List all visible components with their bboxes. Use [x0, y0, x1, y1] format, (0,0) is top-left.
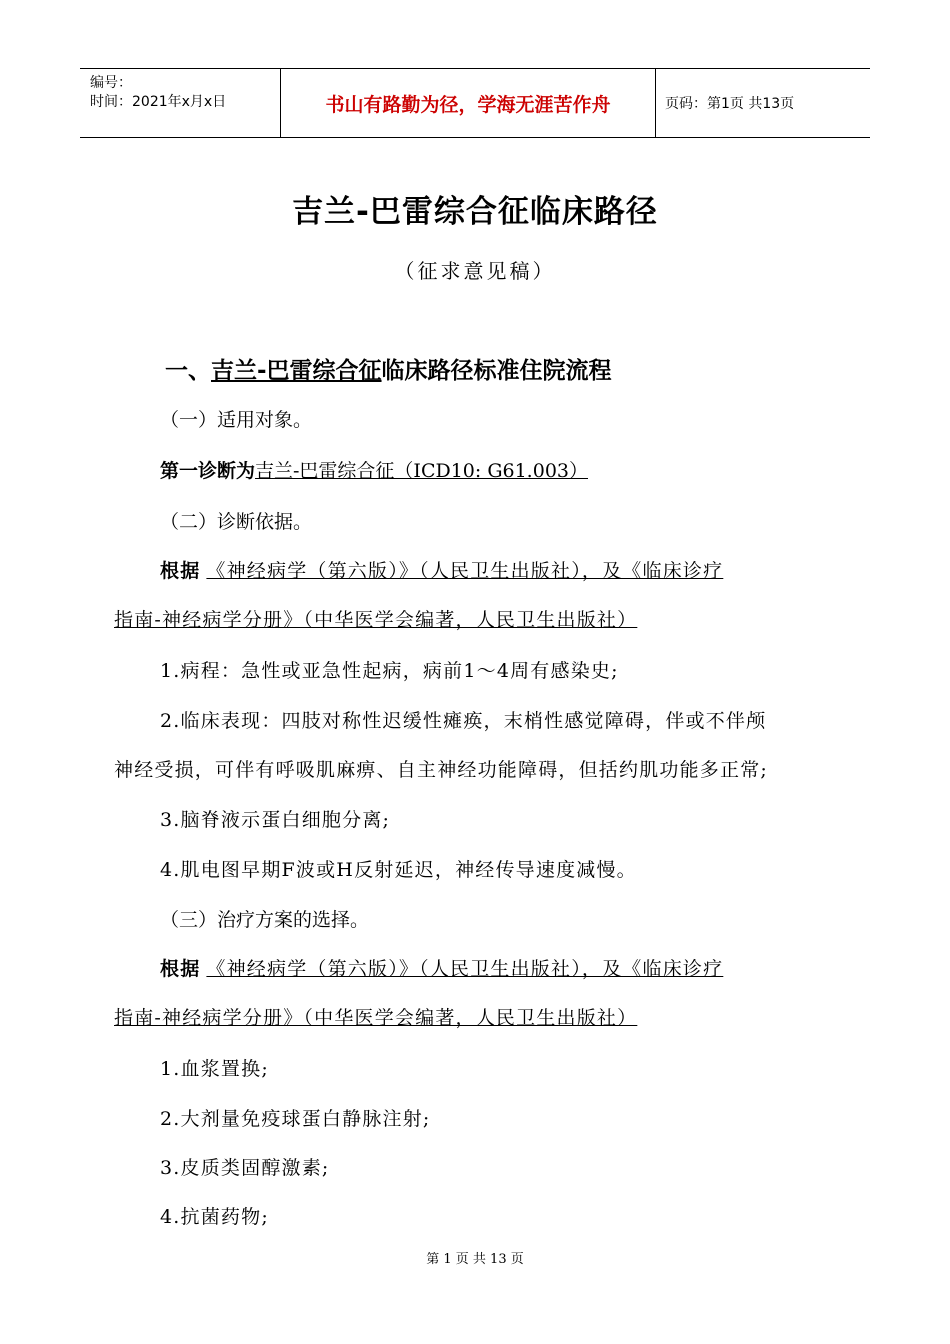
criteria-item-3: 3.脑脊液示蛋白细胞分离; — [160, 809, 391, 831]
basis-line-1 — [160, 556, 723, 583]
subsection-treatment: （三）治疗方案的选择。 — [160, 909, 370, 931]
treatment-basis-line-1 — [160, 954, 723, 981]
basis-text-1: 《神经病学（第六版）》（人民卫生出版社），及《临床诊疗 — [206, 560, 724, 582]
diagnosis-value: 吉兰-巴雷综合征（ICD10: G61.003） — [255, 460, 588, 482]
section-heading — [165, 352, 612, 385]
basis-label: 根据 — [160, 560, 201, 582]
basis-line-2 — [114, 605, 637, 632]
treatment-item-3: 3.皮质类固醇激素; — [160, 1157, 330, 1179]
treatment-item-1: 1.血浆置换; — [160, 1058, 269, 1080]
treatment-basis-text-2: 指南-神经病学分册》（中华医学会编著，人民卫生出版社） — [114, 1007, 638, 1029]
motto-text: 书山有路勤为径，学海无涯苦作舟 — [325, 93, 611, 116]
criteria-item-2-line-1: 2.临床表现：四肢对称性迟缓性瘫痪，末梢性感觉障碍，伴或不伴颅 — [160, 710, 767, 732]
treatment-item-4: 4.抗菌药物; — [160, 1206, 269, 1228]
criteria-item-2-line-2: 神经受损，可伴有呼吸肌麻痹、自主神经功能障碍，但括约肌功能多正常; — [114, 759, 769, 781]
page-footer: 第 1 页 共 13 页 — [426, 1252, 524, 1267]
criteria-item-1: 1.病程：急性或亚急性起病，病前1～4周有感染史; — [160, 660, 619, 682]
document-subtitle: （征求意见稿） — [394, 259, 556, 283]
number-label: 编号： — [90, 75, 132, 91]
criteria-item-4: 4.肌电图早期F波或H反射延迟，神经传导速度减慢。 — [160, 859, 637, 881]
date-label: 时间：2021年x月x日 — [90, 94, 227, 110]
section-heading-rest: 临床路径标准住院流程 — [381, 358, 612, 384]
treatment-basis-label: 根据 — [160, 958, 201, 980]
section-heading-prefix: 一、 — [165, 358, 211, 384]
page-info-text: 页码：第1页 共13页 — [665, 96, 795, 112]
treatment-item-2: 2.大剂量免疫球蛋白静脉注射; — [160, 1108, 431, 1130]
diagnosis-line — [160, 456, 588, 483]
document-title: 吉兰-巴雷综合征临床路径 — [292, 194, 658, 230]
header-motto — [280, 69, 656, 137]
treatment-basis-line-2 — [114, 1003, 637, 1030]
diagnosis-label: 第一诊断为 — [160, 460, 256, 482]
page-header — [80, 68, 870, 138]
header-meta — [80, 69, 280, 137]
subsection-applicable: （一）适用对象。 — [160, 409, 313, 431]
section-heading-underlined: 吉兰-巴雷综合征 — [211, 358, 382, 384]
treatment-basis-text-1: 《神经病学（第六版）》（人民卫生出版社），及《临床诊疗 — [206, 958, 724, 980]
basis-text-2: 指南-神经病学分册》（中华医学会编著，人民卫生出版社） — [114, 609, 638, 631]
subsection-basis: （二）诊断依据。 — [160, 511, 313, 533]
header-page-info — [655, 69, 870, 137]
